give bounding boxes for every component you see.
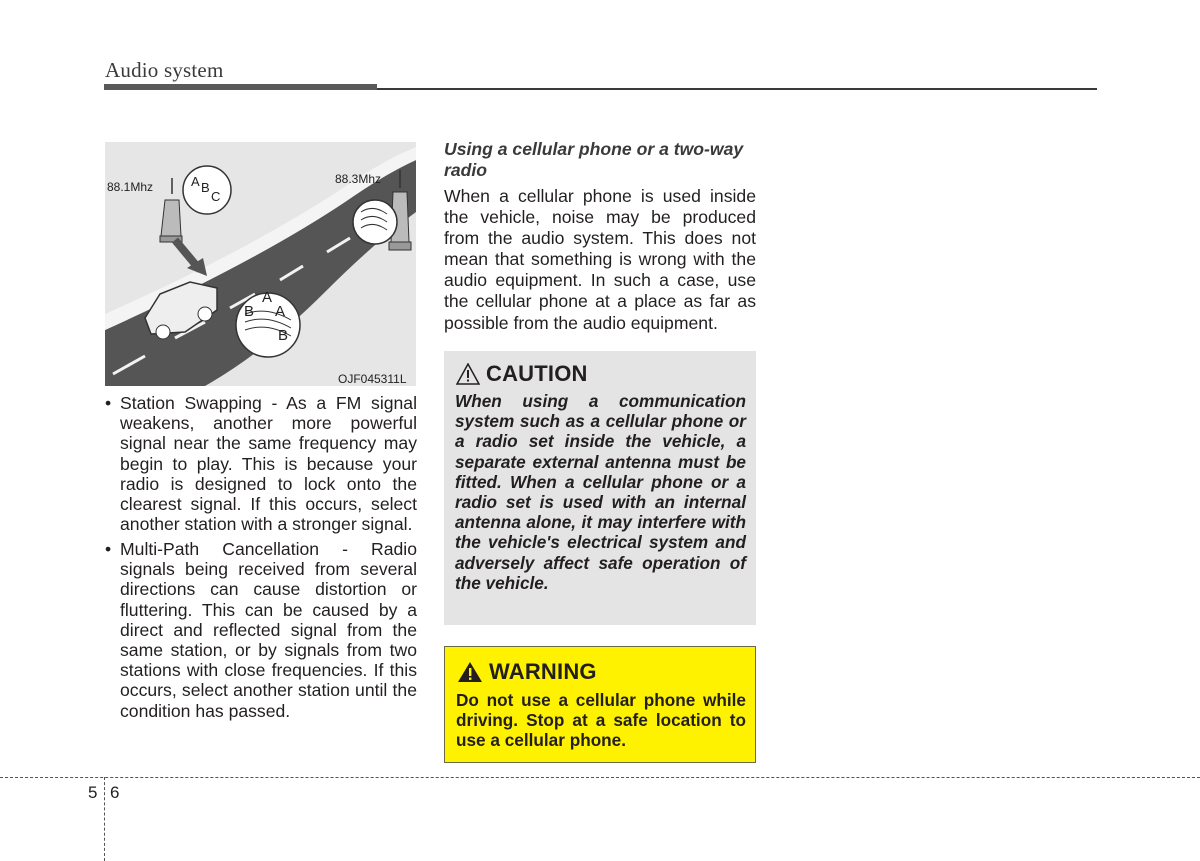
- page-chapter: 5: [88, 783, 98, 802]
- bullet-multipath-cancellation: [104, 539, 417, 721]
- bullet-marker: •: [105, 393, 112, 413]
- cellular-section-heading: Using a cellular phone or a two-way radio: [444, 139, 744, 180]
- bubble-bottom-a-right: A: [275, 303, 286, 320]
- footer-dashed-divider: [104, 777, 105, 861]
- header-rule-thin: [377, 88, 1097, 90]
- warning-box: [444, 646, 756, 763]
- bullet-text: Station Swapping - As a FM signal weakens, another more powerful signal near the same frequency may begin to play. This is because your radio is designed to lock onto the clearest signal. If this occurs, select another station with a stronger signal.: [120, 393, 417, 535]
- radio-reception-figure: [105, 142, 416, 386]
- bubble-top-a: A: [191, 174, 200, 189]
- bullet-station-swapping: [104, 393, 417, 534]
- footer-dashed-rule: [0, 777, 1200, 778]
- warning-text: Do not use a cellular phone while driving. Stop at a safe location to use a cellular phone.: [456, 690, 746, 751]
- bubble-bottom-b-bottom: B: [278, 327, 289, 344]
- caution-box: [444, 351, 756, 625]
- bubble-bottom-a-top: A: [262, 289, 273, 306]
- bubble-top-c: C: [211, 189, 221, 204]
- caution-text: When using a communication system such as a cellular phone or a radio set inside the vehicle, a separate external antenna must be fitted. When a cellular phone or a radio set is used with an internal antenna alone, it may interfere with the vehicle's electrical system and adversely affect safe operation of the vehicle.: [455, 391, 746, 593]
- header-rule-thick: [104, 84, 377, 90]
- warning-title-row: [457, 659, 597, 685]
- warning-title: WARNING: [489, 659, 597, 684]
- right-freq-label: 88.3Mhz: [335, 172, 382, 186]
- caution-title: CAUTION: [486, 361, 588, 386]
- bullet-marker: •: [105, 538, 112, 559]
- left-freq-label: 88.1Mhz: [107, 180, 154, 194]
- cellular-section-body: When a cellular phone is used inside the vehicle, noise may be produced from the audio system. This does not mean that something is wrong with the audio equipment. In such a case, use the cellular phone at a place as far as possible from the audio equipment.: [444, 186, 756, 333]
- caution-triangle-icon: [456, 363, 480, 385]
- page-number: 6: [110, 783, 120, 802]
- bullet-list: [104, 393, 417, 725]
- bubble-bottom-b-left: B: [244, 303, 255, 320]
- caution-title-row: [456, 361, 588, 387]
- figure-code: OJF045311L: [338, 372, 407, 386]
- reception-illustration: [105, 142, 416, 386]
- bullet-text: Multi-Path Cancellation - Radio signals being received from several directions can cause distortion or fluttering. This can be caused by a direct and reflected signal from the same station, or by signals from two stations with close frequencies. If this occurs, select another station until the condition has passed.: [120, 538, 417, 721]
- warning-triangle-icon: [457, 661, 483, 683]
- bubble-top-b: B: [201, 180, 210, 195]
- page-header-title: Audio system: [105, 58, 224, 82]
